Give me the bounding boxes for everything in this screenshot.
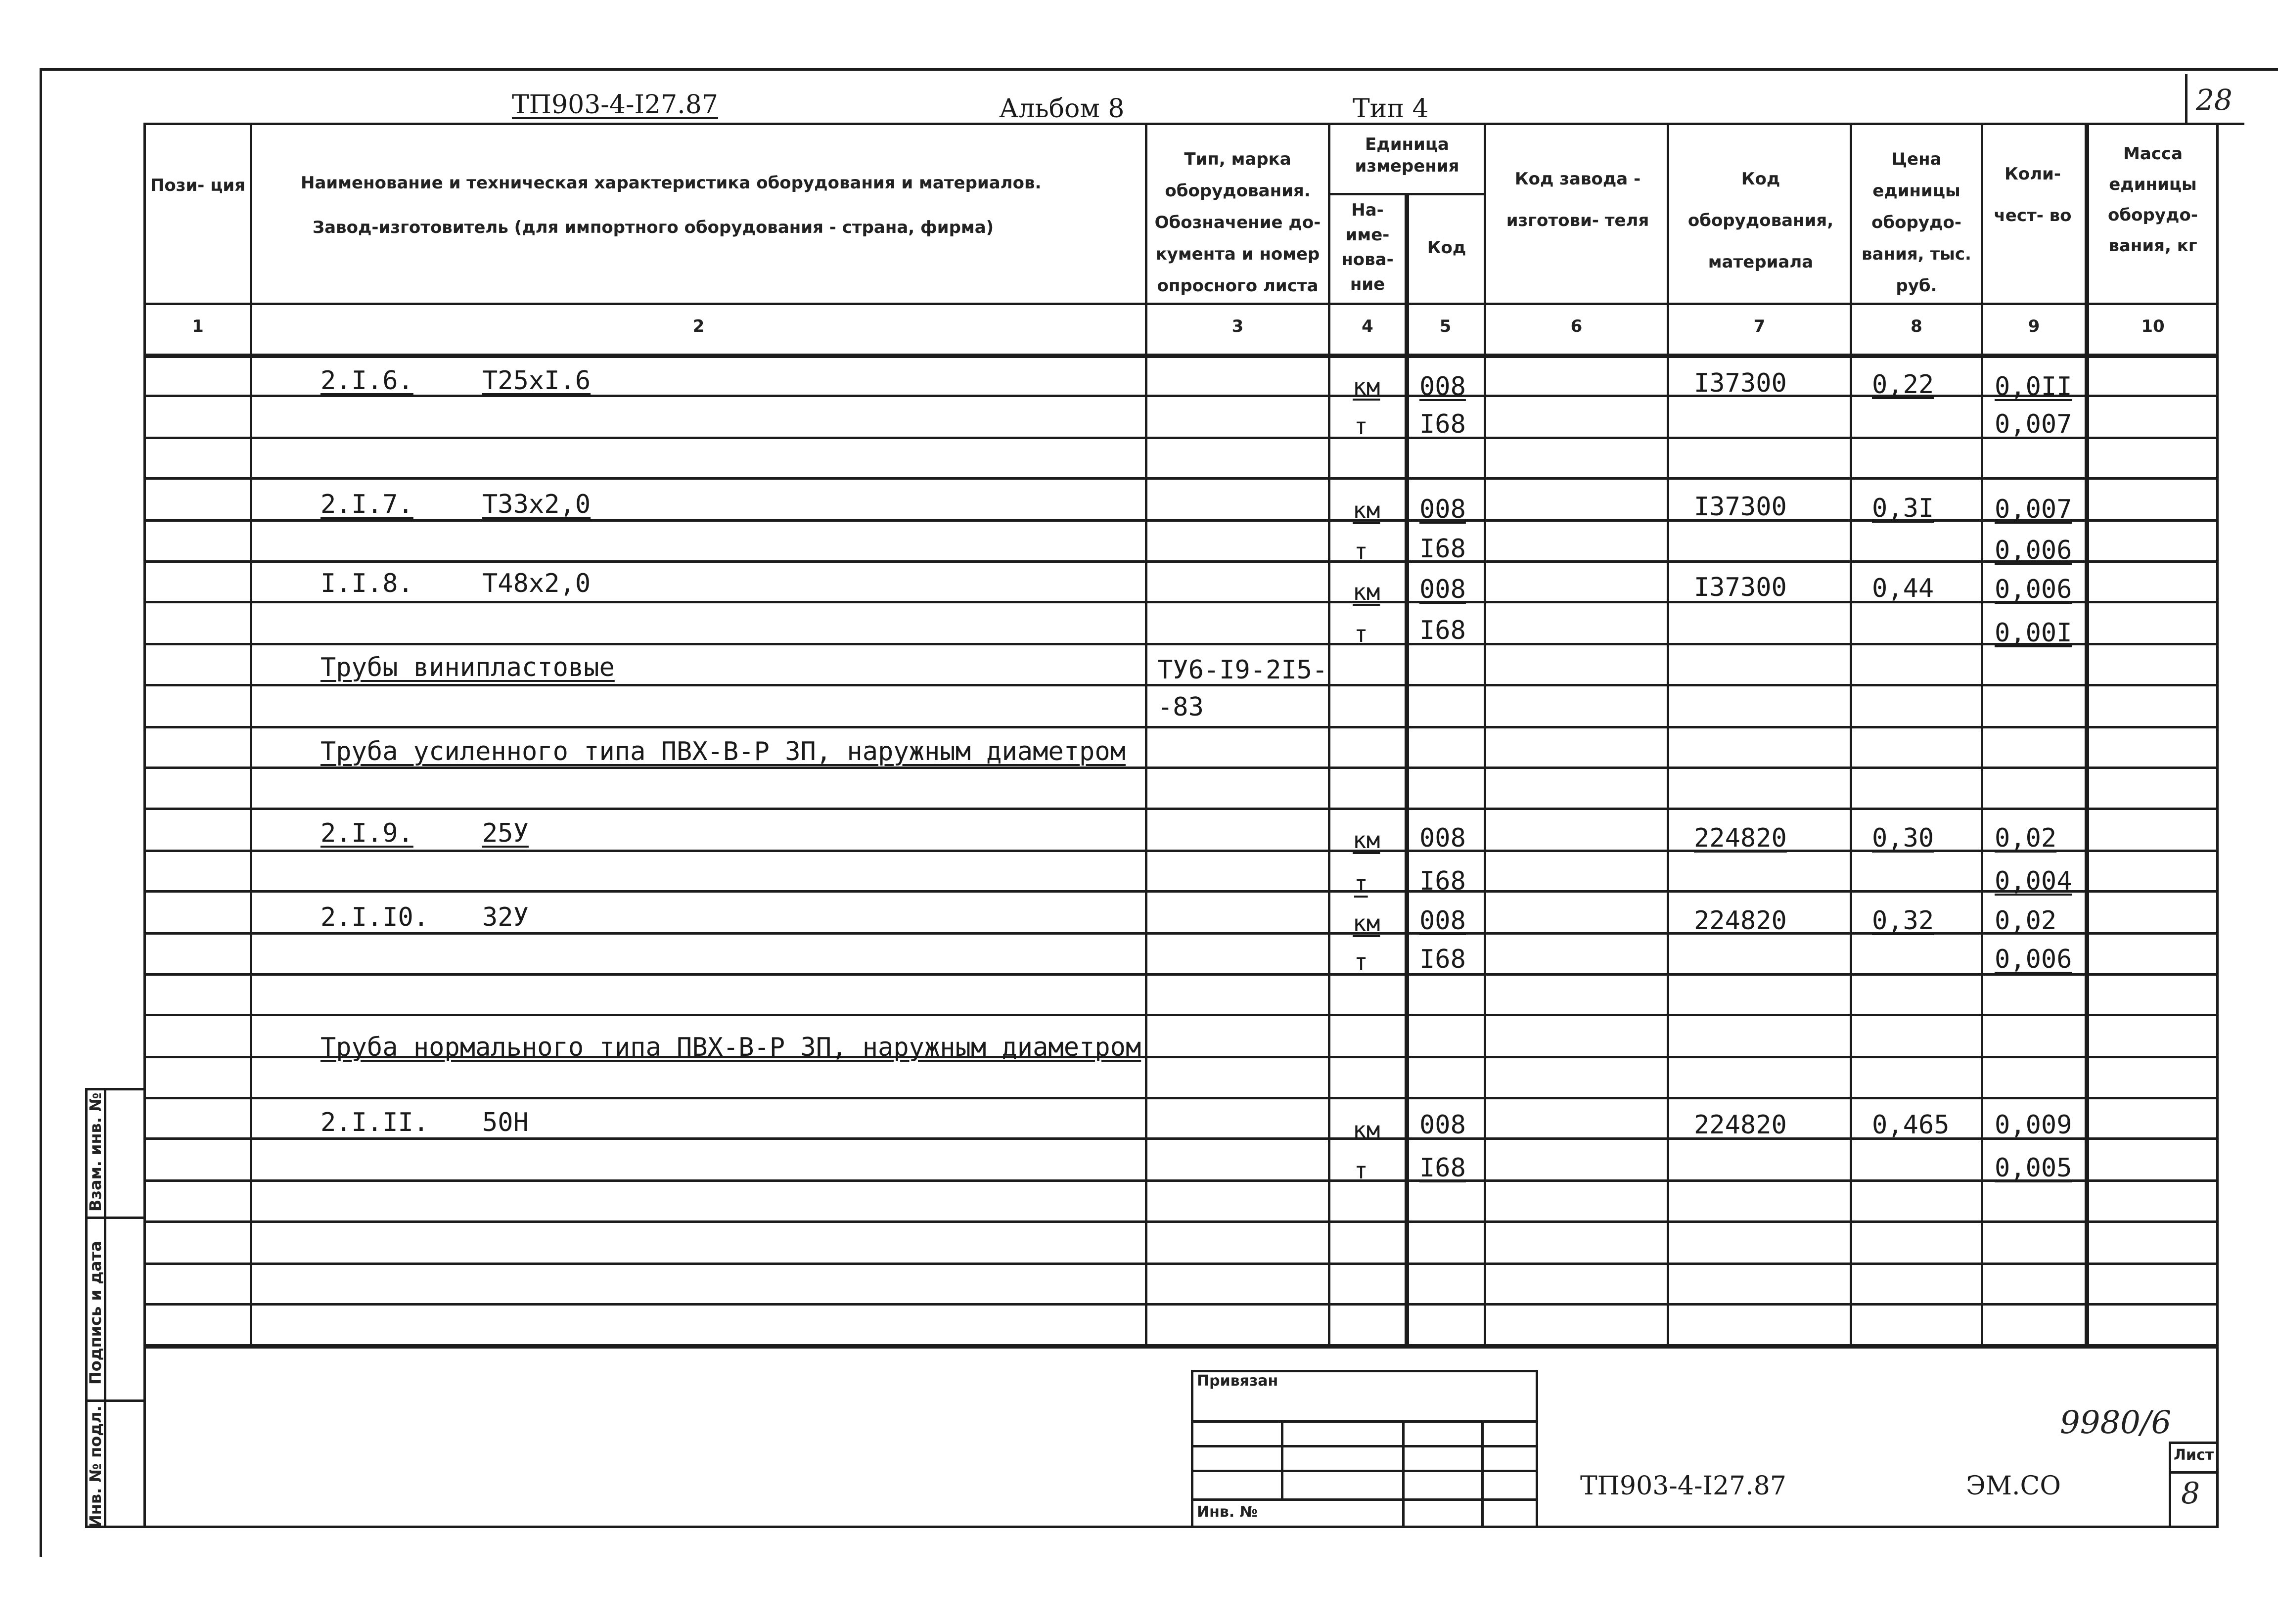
row-line (143, 890, 2219, 893)
row-qty: 0,007 (1995, 409, 2072, 439)
row-item-name: 2.I.9. (320, 818, 413, 848)
row-unit-code: I68 (1419, 409, 1466, 439)
col-num-6: 6 (1570, 316, 1583, 336)
row-item-spec: T25xI.6 (482, 366, 591, 396)
row-price: 0,3I (1872, 494, 1934, 523)
row-item-spec: 25У (482, 818, 529, 848)
row-item-name: 2.I.II. (320, 1108, 429, 1137)
col-line-6 (1667, 123, 1669, 1347)
row-unit-code: 008 (1419, 575, 1466, 604)
row-line (143, 643, 2219, 645)
row-item-spec: 50Н (482, 1108, 529, 1137)
row-qty: 0,005 (1995, 1153, 2072, 1183)
col-line-5 (1484, 123, 1486, 1347)
row-qty: 0,006 (1995, 536, 2072, 565)
row-item-spec: T48x2,0 (482, 569, 591, 598)
sheet-box-top (2169, 1442, 2219, 1444)
privyazan-row-line (1191, 1445, 1538, 1447)
row-line (143, 1179, 2219, 1182)
row-item-name: 2.I.6. (320, 366, 413, 396)
row-qty: 0,00I (1995, 618, 2072, 648)
row-unit: км (1353, 497, 1380, 524)
section-subheading: Труба нормального типа ПВХ-В-Р ЗП, наружным диаметром (320, 1033, 1141, 1062)
col-2-title-line2: Завод-изготовитель (для импортного оборудования - страна, фирма) (313, 218, 994, 237)
col-line-4 (1405, 193, 1409, 1347)
section-doc-line2: -83 (1157, 692, 1204, 722)
row-equip-code: I37300 (1694, 368, 1787, 398)
corner-page-number: 28 (2196, 83, 2232, 117)
row-unit: т (1354, 413, 1368, 440)
row-unit-code: I68 (1419, 866, 1466, 896)
sheet-number: 8 (2181, 1476, 2200, 1511)
col-num-4: 4 (1362, 316, 1373, 336)
row-unit: т (1354, 948, 1368, 975)
row-qty: 0,02 (1995, 823, 2057, 853)
col-num-5: 5 (1439, 316, 1452, 336)
inv-no-label: Инв. № (1197, 1503, 1258, 1521)
row-unit-code: 008 (1419, 372, 1466, 402)
row-qty: 0,009 (1995, 1110, 2072, 1140)
privyazan-col-line (1481, 1420, 1484, 1528)
row-qty: 0,0II (1995, 372, 2072, 402)
sheet-label: Лист (2174, 1446, 2214, 1464)
row-equip-code: 224820 (1694, 823, 1787, 853)
col-line-8 (1981, 123, 1983, 1347)
row-line (143, 437, 2219, 439)
side-vzam-inv: Взам. инв. № (86, 1092, 105, 1212)
col-num-9: 9 (2028, 316, 2040, 336)
row-unit-code: I68 (1419, 1153, 1466, 1183)
row-qty: 0,006 (1995, 575, 2072, 604)
col-1-title: Пози- ция (150, 176, 246, 195)
row-item-name: 2.I.7. (320, 490, 413, 519)
col-num-1: 1 (192, 316, 204, 336)
section-subheading: Труба усиленного типа ПВХ-В-Р ЗП, наружным диаметром (320, 737, 1126, 767)
row-line (143, 973, 2219, 976)
row-line (143, 808, 2219, 810)
col-num-3: 3 (1231, 316, 1244, 336)
sheet-box-divider (2169, 1471, 2219, 1474)
side-podpis-data: Подпись и дата (86, 1241, 105, 1385)
row-line (143, 1014, 2219, 1016)
col-num-7: 7 (1753, 316, 1766, 336)
row-unit-code: 008 (1419, 906, 1466, 936)
row-equip-code: I37300 (1694, 492, 1787, 522)
table-body-bottom (143, 1344, 2219, 1349)
row-qty: 0,004 (1995, 866, 2072, 896)
row-unit: т (1354, 870, 1368, 897)
row-line (143, 767, 2219, 769)
header-album: Альбом 8 (999, 94, 1125, 124)
row-line (143, 726, 2219, 728)
col-line-1 (250, 123, 252, 1347)
row-unit: км (1353, 373, 1380, 400)
row-item-spec: 32У (482, 902, 529, 932)
row-unit: т (1354, 621, 1368, 647)
col-4-title: На- име- нова- ние (1341, 200, 1394, 294)
row-unit: т (1354, 1157, 1368, 1184)
row-line (143, 1097, 2219, 1099)
row-unit: км (1353, 827, 1380, 854)
unit-group-divider (1328, 193, 1484, 195)
privyazan-label: Привязан (1197, 1372, 1278, 1390)
row-line (143, 1263, 2219, 1265)
col-6-title: Код завода - изготови- теля (1506, 169, 1649, 230)
side-stamp-row-line (85, 1217, 146, 1219)
row-line (143, 1303, 2219, 1306)
title-block-doc-code: ТП903-4-I27.87 (1580, 1471, 1786, 1501)
col-num-8: 8 (1911, 316, 1922, 336)
order-number: 9980/6 (2060, 1404, 2172, 1441)
row-price: 0,465 (1872, 1110, 1950, 1140)
outer-frame-left (40, 68, 42, 1557)
col-line-2 (1145, 123, 1147, 1347)
row-line (143, 477, 2219, 480)
header-doc-code: ТП903-4-I27.87 (512, 90, 718, 120)
col-3-title: Тип, марка оборудования. Обозначение до- кумента и номер опросного листа (1154, 149, 1321, 296)
row-unit: т (1354, 538, 1368, 565)
row-unit: км (1353, 910, 1380, 937)
col-9-title: Коли- чест- во (1994, 164, 2072, 226)
privyazan-row-line (1191, 1420, 1538, 1423)
row-unit-code: 008 (1419, 1110, 1466, 1140)
side-inv-podl: Инв. № подл. (86, 1405, 105, 1528)
row-unit-code: 008 (1419, 823, 1466, 853)
unit-group-title: Единица измерения (1355, 135, 1459, 176)
title-block-section: ЭМ.СО (1966, 1471, 2061, 1501)
row-unit-code: 008 (1419, 495, 1466, 524)
col-7-title: Код оборудования, материала (1687, 169, 1834, 272)
privyazan-row-line (1191, 1470, 1538, 1472)
side-stamp-row-line (85, 1399, 146, 1402)
row-item-spec: T33x2,0 (482, 490, 591, 519)
row-price: 0,30 (1872, 823, 1934, 853)
row-price: 0,32 (1872, 906, 1934, 936)
privyazan-col-line (1402, 1420, 1405, 1528)
row-qty: 0,007 (1995, 495, 2072, 524)
row-qty: 0,006 (1995, 945, 2072, 974)
header-bottom-line (143, 303, 2219, 305)
outer-frame-top (40, 68, 2278, 71)
row-line (143, 1220, 2219, 1223)
row-unit-code: I68 (1419, 616, 1466, 645)
section-heading: Трубы винипластовые (320, 653, 615, 682)
row-unit: км (1353, 1117, 1380, 1143)
corner-box-left (2185, 74, 2187, 124)
row-item-name: 2.I.I0. (320, 902, 429, 932)
row-equip-code: I37300 (1694, 573, 1787, 602)
sheet-box-left (2169, 1442, 2171, 1528)
row-equip-code: 224820 (1694, 906, 1787, 936)
section-doc-line1: ТУ6-I9-2I5- (1157, 655, 1328, 685)
row-qty: 0,02 (1995, 906, 2057, 936)
row-price: 0,44 (1872, 574, 1934, 603)
row-item-name: I.I.8. (320, 569, 413, 598)
col-line-7 (1850, 123, 1852, 1347)
row-line (143, 560, 2219, 563)
column-number-line (143, 354, 2219, 358)
row-price: 0,22 (1872, 370, 1934, 400)
col-num-2: 2 (692, 316, 705, 336)
col-line-9 (2085, 123, 2089, 1347)
col-2-title-line1: Наименование и техническая характеристика оборудования и материалов. (301, 173, 1042, 193)
row-unit-code: I68 (1419, 945, 1466, 974)
header-type: Тип 4 (1353, 94, 1429, 124)
col-10-title: Масса единицы оборудо- вания, кг (2108, 144, 2198, 256)
privyazan-col-line (1281, 1420, 1283, 1498)
row-unit: км (1353, 579, 1380, 605)
col-8-title: Цена единицы оборудо- вания, тыс. руб. (1862, 149, 1971, 296)
privyazan-row-line (1191, 1498, 1538, 1501)
col-5-title: Код (1427, 238, 1466, 258)
row-equip-code: 224820 (1694, 1110, 1787, 1140)
col-line-3 (1328, 123, 1330, 1347)
row-unit-code: I68 (1419, 534, 1466, 564)
col-num-10: 10 (2141, 316, 2165, 336)
